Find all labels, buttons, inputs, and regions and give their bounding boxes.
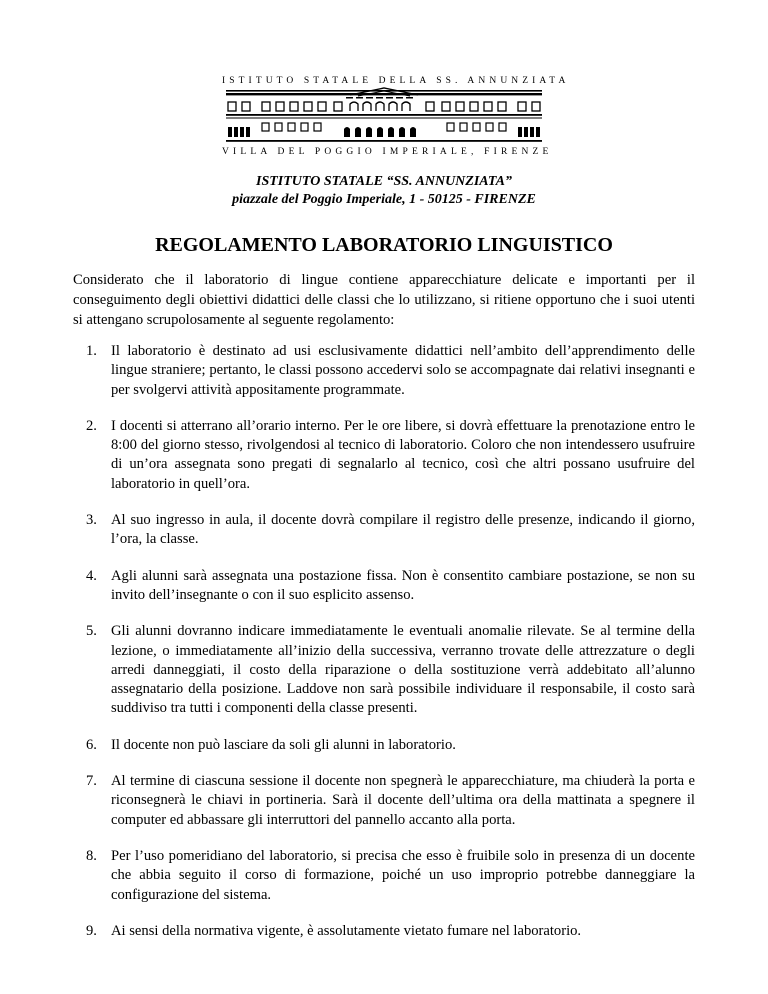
rule-text: Il docente non può lasciare da soli gli alunni in laboratorio. [111, 736, 456, 753]
rule-text: Il laboratorio è destinato ad usi esclusivamente didattici nell’ambito dell’apprendimento delle lingue straniere; pertanto, le classi possono accedervi solo se accompagnate dai relativi insegnanti e per svolgervi attività appositamente programmate. [111, 343, 695, 398]
document-title: REGOLAMENTO LABORATORIO LINGUISTICO [155, 234, 613, 256]
rule-number: 6. [86, 736, 97, 753]
rule-text: Agli alunni sarà assegnata una postazione fissa. Non è consentito cambiare postazione, se non su invito dell’insegnante o con il suo esplicito assenso. [111, 567, 695, 603]
rule-item [73, 622, 695, 718]
rule-item [73, 772, 695, 830]
school-address: piazzale del Poggio Imperiale, 1 - 50125 - FIRENZE [232, 192, 536, 207]
villa-facade-drawing [222, 76, 570, 158]
rule-item [73, 417, 695, 494]
rule-text: I docenti si atterrano all’orario interno. Per le ore libere, si dovrà effettuare la prenotazione entro le 8:00 del giorno stesso, rivolgendosi al tecnico di laboratorio. Coloro che non intendessero usufruire di un’ora assegnata sono pregati di segnalarlo al tecnico, così che altri possano usufruire del laboratorio in quell’ora. [111, 417, 695, 492]
rule-item [73, 342, 695, 400]
rule-number: 4. [86, 567, 97, 584]
rule-item [73, 922, 695, 941]
rule-number: 9. [86, 922, 97, 939]
logo-top-text: ISTITUTO STATALE DELLA SS. ANNUNZIATA [222, 76, 570, 86]
rules-list [73, 342, 695, 958]
rule-item [73, 736, 695, 755]
rule-number: 7. [86, 773, 97, 790]
rule-item [73, 511, 695, 550]
school-name: ISTITUTO STATALE “SS. ANNUNZIATA” [256, 174, 512, 189]
rule-text: Gli alunni dovranno indicare immediatamente le eventuali anomalie rilevate. Se al termine della lezione, o immediatamente all’inizio della successiva, verranno trovate delle attrezzature o degli arredi danneggiati, il costo della riparazione o della sostituzione verrà addebitato all’alunno assegnatario della posizione. Laddove non sarà possibile individuare il responsabile, il costo sarà suddiviso tra tutti i componenti della classe presenti. [111, 623, 695, 717]
rule-text: Per l’uso pomeridiano del laboratorio, si precisa che esso è fruibile solo in presenza di un docente che abbia seguito il corso di formazione, poiché un uso improprio potrebbe danneggiare la configurazione del sistema. [111, 847, 695, 903]
school-logo [222, 76, 570, 158]
rule-number: 1. [86, 343, 97, 359]
rule-number: 2. [86, 417, 97, 434]
rule-number: 8. [86, 847, 97, 864]
logo-bottom-text: VILLA DEL POGGIO IMPERIALE, FIRENZE [222, 147, 553, 157]
rule-item [73, 567, 695, 606]
rule-number: 3. [86, 512, 97, 529]
intro-paragraph: Considerato che il laboratorio di lingue contiene apparecchiature delicate e importanti per il conseguimento degli obiettivi didattici delle classi che lo utilizzano, si ritiene opportuno che i suoi utenti si attengano scrupolosamente al seguente regolamento: [73, 272, 695, 328]
rule-item [73, 847, 695, 905]
rule-text: Al termine di ciascuna sessione il docente non spegnerà le apparecchiature, ma chiuderà la porta e riconsegnerà le chiavi in portineria. Sarà il docente dell’ultima ora della mattinata a spegnere il computer ed abbassare gli interruttori del pannello accanto alla porta. [111, 773, 695, 828]
rule-number: 5. [86, 623, 97, 640]
rule-text: Al suo ingresso in aula, il docente dovrà compilare il registro delle presenze, indicando il giorno, l’ora, la classe. [111, 512, 695, 548]
rule-text: Ai sensi della normativa vigente, è assolutamente vietato fumare nel laboratorio. [111, 922, 582, 939]
